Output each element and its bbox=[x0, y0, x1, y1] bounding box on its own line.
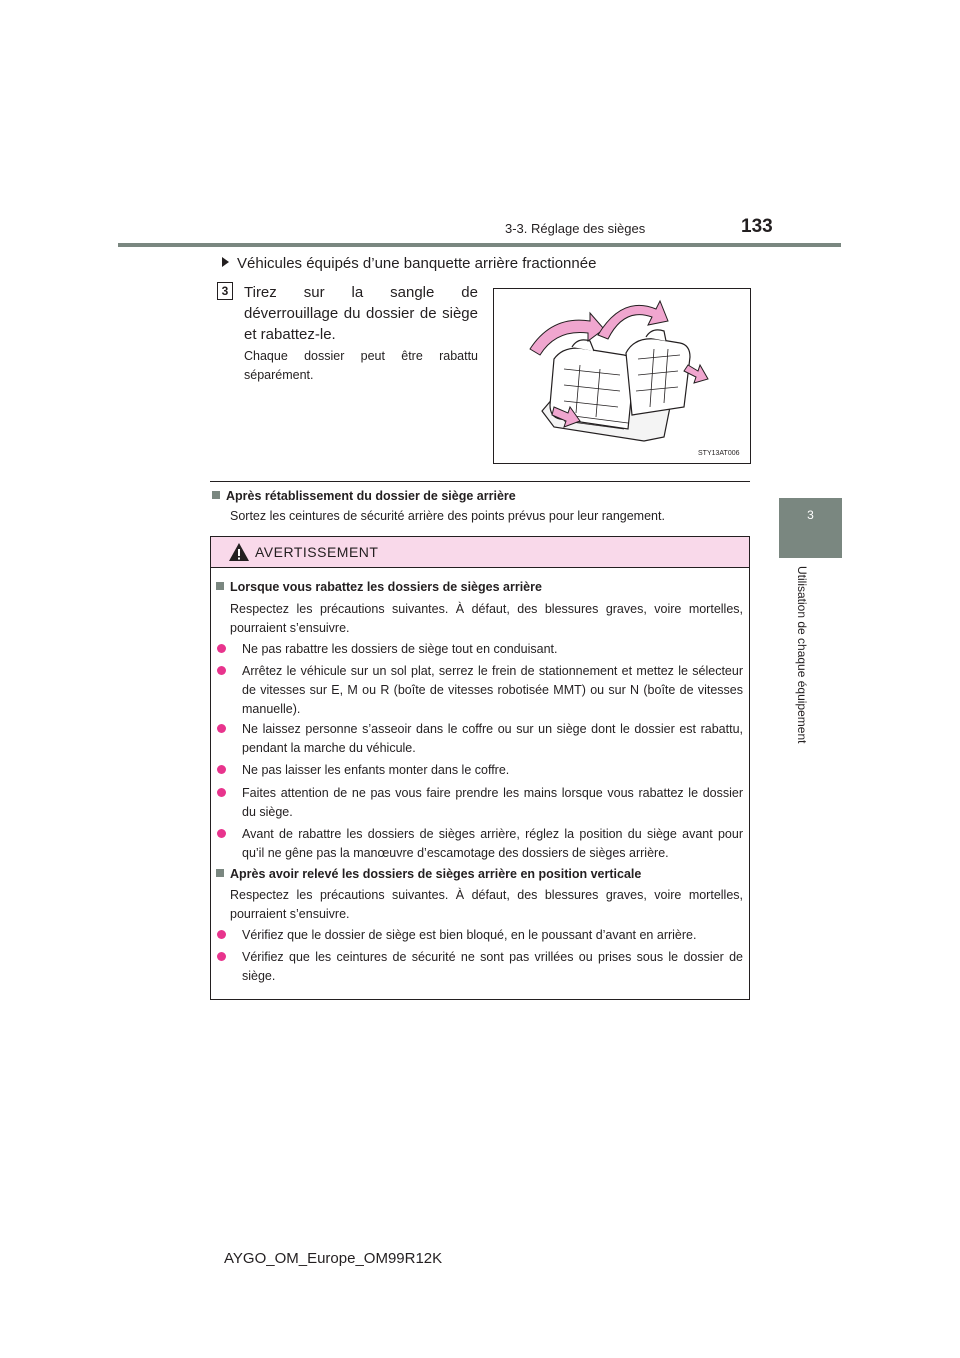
bullet-dot-icon bbox=[217, 952, 226, 961]
warning-section-title bbox=[216, 867, 641, 881]
warning-bullet-text: Avant de rabattre les dossiers de sièges arrière, réglez la position du siège avant pour qu’il ne gêne pas la manœuvre d’escamotage des dossiers de sièges arrière. bbox=[242, 827, 743, 860]
warning-section-title-text: Lorsque vous rabattez les dossiers de sièges arrière bbox=[230, 580, 542, 594]
bullet-dot-icon bbox=[217, 829, 226, 838]
warning-triangle-icon bbox=[228, 542, 250, 562]
square-bullet-icon bbox=[212, 491, 220, 499]
warning-section-title-text: Après avoir relevé les dossiers de sièges arrière en position verticale bbox=[230, 867, 642, 881]
warning-bullet-text: Ne pas laisser les enfants monter dans le coffre. bbox=[242, 763, 510, 777]
bullet-dot-icon bbox=[217, 930, 226, 939]
document-code: AYGO_OM_Europe_OM99R12K bbox=[224, 1250, 443, 1267]
triangle-bullet-icon bbox=[222, 257, 229, 267]
warning-bullet-text: Ne pas rabattre les dossiers de siège tout en conduisant. bbox=[242, 642, 558, 656]
section-divider bbox=[210, 481, 750, 482]
chapter-tab bbox=[779, 498, 842, 558]
warning-bullet-text: Arrêtez le véhicule sur un sol plat, serrez le frein de stationnement et mettez le sélecteur de vitesses sur E, M ou R (boîte de vitesses robotisée MMT) ou sur N (boîte de vitesses manuelle). bbox=[242, 664, 743, 716]
square-bullet-icon bbox=[216, 582, 224, 590]
step-number: 3 bbox=[217, 282, 233, 300]
figure-code: STY13AT006 bbox=[698, 450, 740, 457]
after-section-text: Sortez les ceintures de sécurité arrière des points prévus pour leur rangement. bbox=[230, 509, 665, 523]
square-bullet-icon bbox=[216, 869, 224, 877]
chapter-number: 3 bbox=[807, 508, 814, 522]
warning-intro: Respectez les précautions suivantes. À défaut, des blessures graves, voire mortelles, pourraient s’ensuivre. bbox=[230, 888, 743, 921]
warning-bullet-text: Vérifiez que le dossier de siège est bien bloqué, en le poussant d’avant en arrière. bbox=[242, 928, 697, 942]
warning-bullet-text: Ne laissez personne s’asseoir dans le coffre ou sur un siège dont le dossier est rabattu, pendant la marche du véhicule. bbox=[242, 722, 743, 755]
bullet-dot-icon bbox=[217, 644, 226, 653]
warning-header bbox=[211, 537, 749, 568]
step-note: Chaque dossier peut être rabattu séparément. bbox=[244, 349, 478, 382]
warning-box bbox=[210, 536, 750, 1000]
bullet-dot-icon bbox=[217, 724, 226, 733]
bullet-dot-icon bbox=[217, 666, 226, 675]
step-instruction: Tirez sur la sangle de déverrouillage du dossier de siège et rabattez-le. bbox=[244, 284, 478, 343]
after-section-title bbox=[212, 489, 516, 503]
warning-section-title bbox=[216, 580, 542, 594]
warning-intro: Respectez les précautions suivantes. À défaut, des blessures graves, voire mortelles, pourraient s’ensuivre. bbox=[230, 602, 743, 635]
bullet-dot-icon bbox=[217, 788, 226, 797]
chapter-label: Utilisation de chaque équipement bbox=[795, 566, 809, 744]
warning-bullet-text: Vérifiez que les ceintures de sécurité ne sont pas vrillées ou prises sous le dossier de siège. bbox=[242, 950, 743, 983]
section-title: 3-3. Réglage des sièges bbox=[505, 221, 646, 236]
vehicle-variant-text: Véhicules équipés d’une banquette arrière fractionnée bbox=[237, 255, 597, 272]
warning-bullet-text: Faites attention de ne pas vous faire prendre les mains lorsque vous rabattez le dossier du siège. bbox=[242, 786, 743, 819]
rear-seat-drawing bbox=[494, 289, 750, 463]
warning-label: AVERTISSEMENT bbox=[255, 544, 379, 560]
page-number: 133 bbox=[741, 216, 773, 237]
after-section-title-text: Après rétablissement du dossier de siège arrière bbox=[226, 489, 516, 503]
header-rule bbox=[118, 243, 841, 247]
seat-fold-illustration bbox=[493, 288, 751, 464]
vehicle-variant bbox=[222, 255, 596, 272]
bullet-dot-icon bbox=[217, 765, 226, 774]
